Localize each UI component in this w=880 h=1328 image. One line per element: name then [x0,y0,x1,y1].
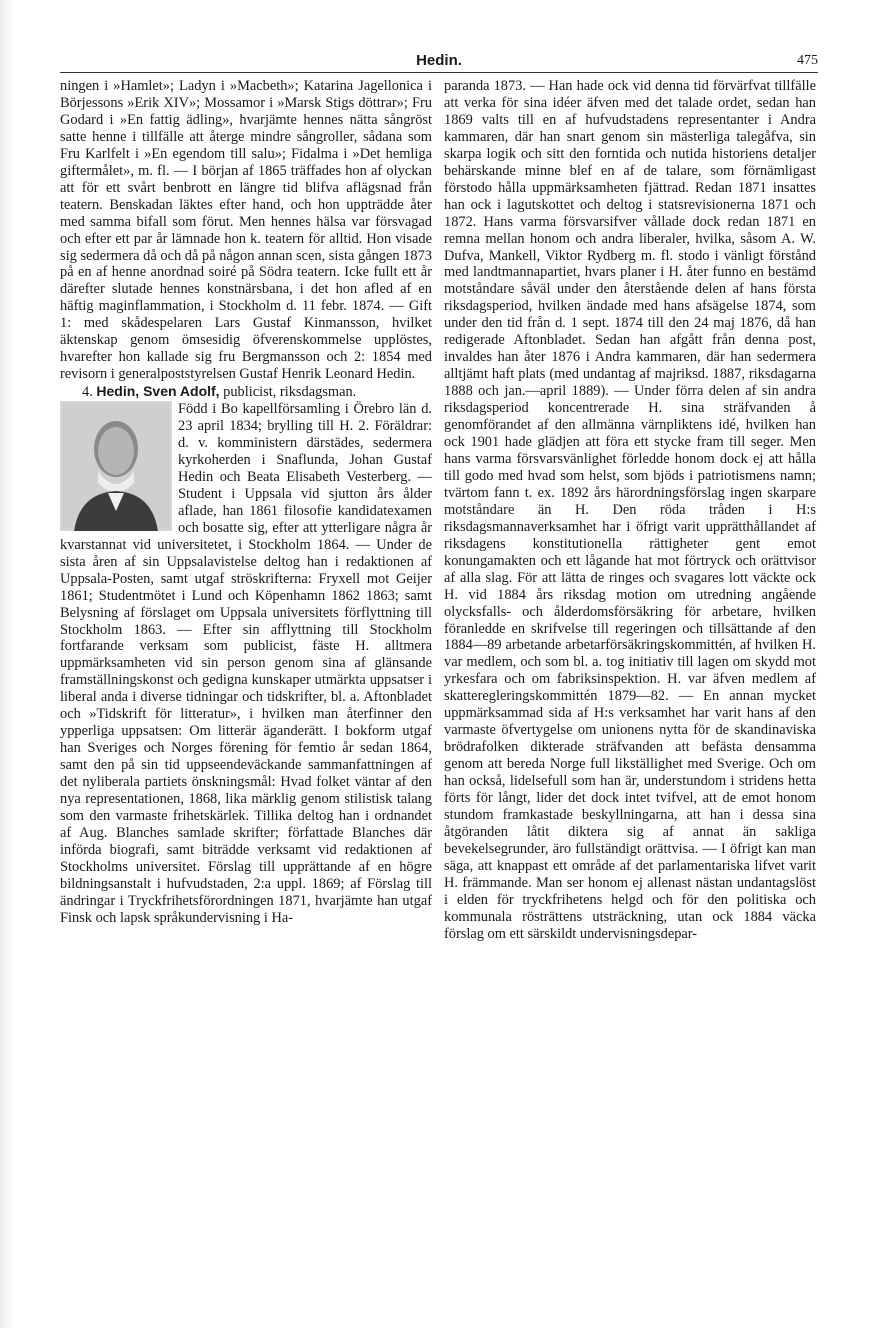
entry-intro: publicist, riksdagsman. [219,384,357,401]
continued-paragraph: ningen i »Hamlet»; Ladyn i »Macbeth»; Katarina Jagellonica i Börjessons »Erik XIV»; Mossamor i »Marsk Stigs döttrar»; Fru Godard i »En fattig ädling», hvarjämte hennes nätta sångröst satte henne i tillfälle att återge mindre sångroller, sådana som Fru Karlfelt i »En egendom till salu»; Fidalma i »Det hemliga giftermålet», m. fl. — I början af 1865 träffades hon af olyckan att för ett svårt benbrott en längre tid blifva aflägsnad från teatern. Benskadan läktes efter hand, och hon uppträdde åter med samma bifall som förut. Men hennes hälsa var försvagad och efter ett par år lämnade hon k. teatern för alltid. Hon visade sig sedermera då och då på någon annan scen, sista gången 1873 på en af henne anordnad soiré på Södra teatern. Icke fullt ett år därefter slutade hennes konstnärsbana, i det hon afled af en häftig maginflammation, i Stockholm d. 11 febr. 1874. — Gift 1: med skådespelaren Lars Gustaf Kinmansson, hvilket äktenskap genom ömsesidig öfverenskommelse upplöstes, hvarefter hon kallade sig fru Bergmansson och 2: 1854 med revisorn i generalpoststyrelsen Gustaf Henrik Leonard Hedin. [60,78,432,383]
entry-name: Hedin, Sven Adolf, [96,383,220,400]
right-column [444,78,816,943]
page-number: 475 [797,53,818,68]
portrait-photo [60,401,172,531]
left-column [60,78,432,927]
portrait-image [60,401,172,531]
right-column-text: paranda 1873. — Han hade ock vid denna tid förvärfvat tillfälle att verka för sina idéer äfven med det talade ordet, sedan han 1869 valts till en af hufvudstadens representanter i Andra kammaren, där han snart genom sin mästerliga talegåfva, sin skarpa logik och sitt den forntida och nutida historiens detaljer behärskande minne blef en af de talare, som förnämligast förstodo hålla uppmärksamheten fjättrad. Redan 1871 insattes han ock i lagutskottet och deltog i statsrevisionerna 1871 och 1872. Hans varma försvarsifver vållade dock redan 1871 en remna mellan honom och andra liberaler, hvilka, såsom A. W. Dufva, Mankell, Viktor Rydberg m. fl. stodo i vänligt förstånd med landtmannapartiet, hvars planer i H. åter funno en bestämd motståndare såväl under den återstående delen af hans första riksdagsperiod, hvilken ändade med hans afsägelse 1874, som under den tid från d. 1 sept. 1874 till den 24 maj 1876, då han redigerade Aftonbladet. Sedan han afgått från denna post, invaldes han åter 1876 i Andra kammaren, där han sedermera alltjämt haft plats (med undantag af majriksd. 1887, riksdagarna 1888 och jan.—april 1889). — Under förra delen af sin andra riksdagsperiod koncentrerade H. sina sträfvanden å genomförandet af den allmänna värnpliktens idé, hvilken han ock 1901 hade glädjen att föra ett stycke fram till seger. Men hans varma försvarsvänlighet förledde honom dock ej att hålla till godo med hvad som helst, som bjöds i patriotismens namn; tvärtom fann t. ex. 1892 års härordningsförslag ingen skarpare motståndare än H. Den röda tråden i H:s riksdagsmannaverksamhet har i öfrigt varit upprätthållandet af riksdagens konstitutionella rättigheter gent emot konungamakten och ett lågande hat mot förtryck och orättvisor af alla slag. För att lätta de ringes och svagares lott väckte ock H. vid 1884 års riksdag motion om utredning angående olycksfalls- och ålderdomsförsäkring för arbetare, hvilken föranledde en skrifvelse till regeringen och tillsättande af den 1884—89 arbetande arbetarförsäkringskommittén, af hvilken H. var medlem, och som bl. a. tog initiativ till lagen om skydd mot yrkesfara och om fabriksinspektion. H. var äfven medlem af skatteregleringskommittén 1879—82. — En annan mycket uppmärksammad sida af H:s verksamhet har varit hans af den varmaste öfvertygelse om unionens nytta för de skandinaviska brödrafolken dikterade sträfvanden att befästa densamma genom att bereda Norge full likställighet med Sverige. Och om han också, lidelsefull som han är, understundom i stridens hetta förts för långt, lider det dock intet tvifvel, att de emot honom stundom framkastade beskyllningarna, att han i dessa sina åtgöranden låtit diktera sig af annat än sakliga bevekelsegrunder, äro fullständigt orättvisa. — I öfrigt kan man säga, att knappast ett område af det parlamentariska lifvet varit H. främmande. Man ser honom ej allenast nästan undantagslöst i elden för tryckfrihetens helgd och för den politiska och kommunala rösträttens utsträckning, utan ock 1884 väcka förslag om ett särskildt undervisningsdepar- [444,78,816,942]
page-header [60,50,818,73]
running-head: Hedin. [416,52,462,69]
scan-edge-shading [0,0,14,1328]
entry-heading [60,383,432,401]
entry-body: Född i Bo kapellförsamling i Örebro län d. 23 april 1834; brylling till H. 2. Föräldrar: d. v. komministern därstädes, sedermera kyrkoherden i Snaflunda, Johan Gustaf Hedin och Beata Elisabeth Vesterberg. — Student i Uppsala vid sjutton års ålder aflade, han 1861 filosofie kandidatexamen och bosatte sig, efter att ytterligare några år kvarstannat vid universitetet, i Stockholm 1864. — Under de sista åren af sin Uppsalavistelse deltog han i redaktionen af Uppsala-Posten, samt utgaf ströskrifterna: Fryxell mot Geijer 1861; Studentmötet i Lund och Köpenhamn 1862 1863; samt Belysning af förslaget om Uppsala universitets förflyttning till Stockholm 1863. — Efter sin afflyttning till Stockholm fortfarande verksam som publicist, fäste H. alltmera uppmärksamheten vid sin person genom sina af glänsande framställningskonst och gedigna kunskaper utmärkta uppsatser i liberal anda i diverse tidningar och tidskrifter, bl. a. Aftonbladet och »Tidskrift för litteratur», i hvilken man återfinner den ypperliga uppsatsen: Om litterär äganderätt. I bokform utgaf han Sveriges och Norges förening för femtio år sedan 1864, samt den på sin tid uppseendeväckande sammanfattningen af det nyliberala partiets önskningsmål: Hvad folket väntar af den nya representationen, 1868, lika märklig genom stilistisk talang som den varmaste frihetskärlek. Tillika deltog han i ordnandet af Aug. Blanches samlade skrifter; författade Blanches där införda biografi, samt biträdde verksamt vid redaktionen af Stockholms universitet. Förslag till upprättande af en högre bildningsanstalt i hufvudstaden, 2:a uppl. 1869; af Förslag till ändringar i Tryckfrihetsförordningen 1871, hvarjämte han utgaf Finsk och lapsk språkundervisning i Ha- [60,401,432,926]
entry-number: 4. [82,384,93,401]
